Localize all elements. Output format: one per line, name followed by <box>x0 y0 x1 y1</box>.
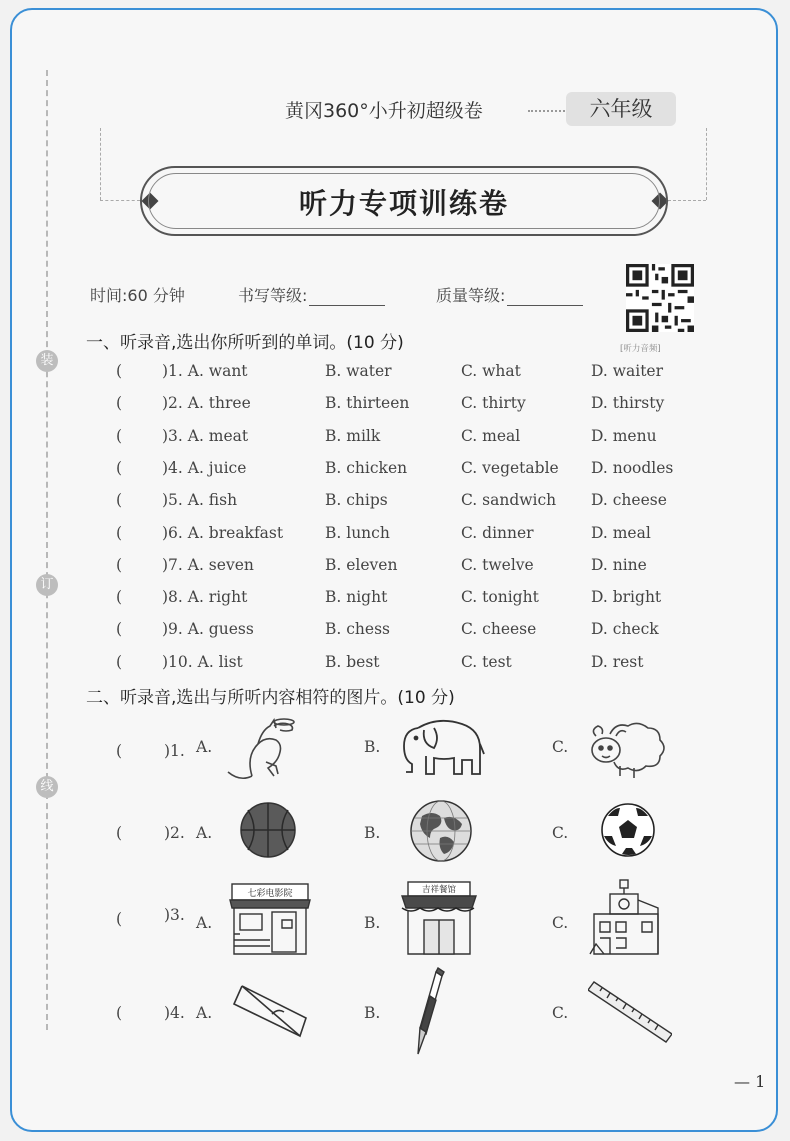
question-row <box>116 653 716 675</box>
question-row <box>116 524 716 546</box>
option-b: B. chicken <box>325 458 408 477</box>
pic-question-1: ( )1. A. B. C. <box>116 738 569 760</box>
cinema-sign: 七彩电影院 <box>247 889 293 899</box>
answer-paren: ( <box>116 362 123 380</box>
globe-icon[interactable] <box>408 798 474 864</box>
cinema-icon[interactable] <box>228 882 312 956</box>
answer-paren: ( <box>116 426 123 445</box>
option-a: )6. A. breakfast <box>162 523 284 542</box>
option-b: B. lunch <box>325 523 390 542</box>
option-d: D. meal <box>591 523 651 542</box>
section1-heading: 一、听录音,选出你所听到的单词。(10 分) <box>86 333 404 353</box>
question-row <box>116 394 716 416</box>
qr-code-icon[interactable] <box>626 264 694 332</box>
option-c: C. twelve <box>461 555 534 574</box>
answer-paren: ( <box>116 652 123 671</box>
pic-question-2: ( )2. A. B. C. <box>116 824 569 842</box>
answer-paren: ( <box>116 620 123 639</box>
option-b: B. chess <box>325 620 390 639</box>
elephant-icon[interactable] <box>398 714 486 782</box>
option-c: C. cheese <box>461 620 537 639</box>
option-d: D. nine <box>591 555 647 574</box>
title-dash-left-h <box>100 200 140 201</box>
option-d: D. thirsty <box>591 394 665 413</box>
pic-question-3: ( )3. A. B. C. <box>116 906 569 932</box>
option-d: D. waiter <box>591 362 664 380</box>
question-row <box>116 620 716 642</box>
option-a: )5. A. fish <box>162 491 238 510</box>
option-c: C. test <box>461 652 512 671</box>
question-row <box>116 362 716 384</box>
option-a: )2. A. three <box>162 394 251 413</box>
question-row <box>116 427 716 449</box>
option-b: B. best <box>325 652 380 671</box>
option-d: D. cheese <box>591 491 667 510</box>
question-row <box>116 491 716 513</box>
option-c: C. tonight <box>461 588 539 607</box>
series-divider <box>528 110 568 112</box>
grade-badge: 六年级 <box>566 92 676 126</box>
option-c: C. what <box>461 362 521 380</box>
qr-label: [听力音频] <box>620 344 661 354</box>
question-row <box>116 556 716 578</box>
set-square-icon[interactable] <box>228 982 308 1040</box>
option-a: )8. A. right <box>162 588 248 607</box>
binding-line <box>46 70 48 1030</box>
option-d: D. bright <box>591 588 662 607</box>
option-c: C. sandwich <box>461 491 557 510</box>
title-dash-left-v <box>100 128 101 200</box>
question-row <box>116 459 716 481</box>
page-title: 听力专项训练卷 <box>298 187 509 220</box>
option-a: )10. A. list <box>162 652 243 671</box>
quality-grade: 质量等级: <box>436 283 583 306</box>
question-row <box>116 588 716 610</box>
answer-paren: ( <box>116 458 123 477</box>
option-b: B. night <box>325 588 388 607</box>
option-a: )3. A. meat <box>162 426 249 445</box>
football-icon[interactable] <box>600 802 656 858</box>
time-limit: 时间:60 分钟 <box>90 286 185 305</box>
option-c: C. dinner <box>461 523 534 542</box>
answer-paren: ( <box>116 523 123 542</box>
pic-question-4: ( )4. A. B. C. <box>116 1004 569 1022</box>
option-a: )9. A. guess <box>162 620 254 639</box>
series-name: 黄冈360°小升初超级卷 <box>285 100 483 122</box>
margin-badge-zhuang: 装 <box>36 350 58 372</box>
restaurant-sign: 吉祥餐馆 <box>421 885 457 895</box>
answer-paren: ( <box>116 394 123 413</box>
option-a: )4. A. juice <box>162 458 247 477</box>
option-b: B. chips <box>325 491 388 510</box>
margin-badge-xian: 线 <box>36 776 58 798</box>
answer-paren: ( <box>116 491 123 510</box>
option-d: D. menu <box>591 426 657 445</box>
hospital-icon[interactable] <box>586 878 666 958</box>
answer-paren: ( <box>116 588 123 607</box>
option-d: D. rest <box>591 652 644 671</box>
option-b: B. milk <box>325 426 381 445</box>
answer-paren: ( <box>116 555 123 574</box>
option-a: )1. A. want <box>162 362 248 380</box>
option-a: )7. A. seven <box>162 555 254 574</box>
kangaroo-icon[interactable] <box>222 716 306 786</box>
page-number: — 1 <box>734 1072 766 1091</box>
sheep-icon[interactable] <box>586 716 666 780</box>
margin-badge-ding: 订 <box>36 574 58 596</box>
title-banner <box>140 166 668 236</box>
option-b: B. eleven <box>325 555 398 574</box>
title-dash-right-h <box>668 200 706 201</box>
option-c: C. vegetable <box>461 458 559 477</box>
title-dash-right-v <box>706 128 707 200</box>
pen-icon[interactable] <box>412 966 448 1056</box>
handwriting-grade: 书写等级: <box>238 283 385 306</box>
basketball-icon[interactable] <box>238 800 298 860</box>
option-d: D. noodles <box>591 458 674 477</box>
option-c: C. thirty <box>461 394 526 413</box>
option-b: B. thirteen <box>325 394 410 413</box>
option-b: B. water <box>325 362 392 380</box>
ruler-icon[interactable] <box>588 978 672 1046</box>
restaurant-icon[interactable] <box>400 880 478 956</box>
option-c: C. meal <box>461 426 521 445</box>
option-d: D. check <box>591 620 659 639</box>
section2-heading: 二、听录音,选出与所听内容相符的图片。(10 分) <box>86 688 455 708</box>
